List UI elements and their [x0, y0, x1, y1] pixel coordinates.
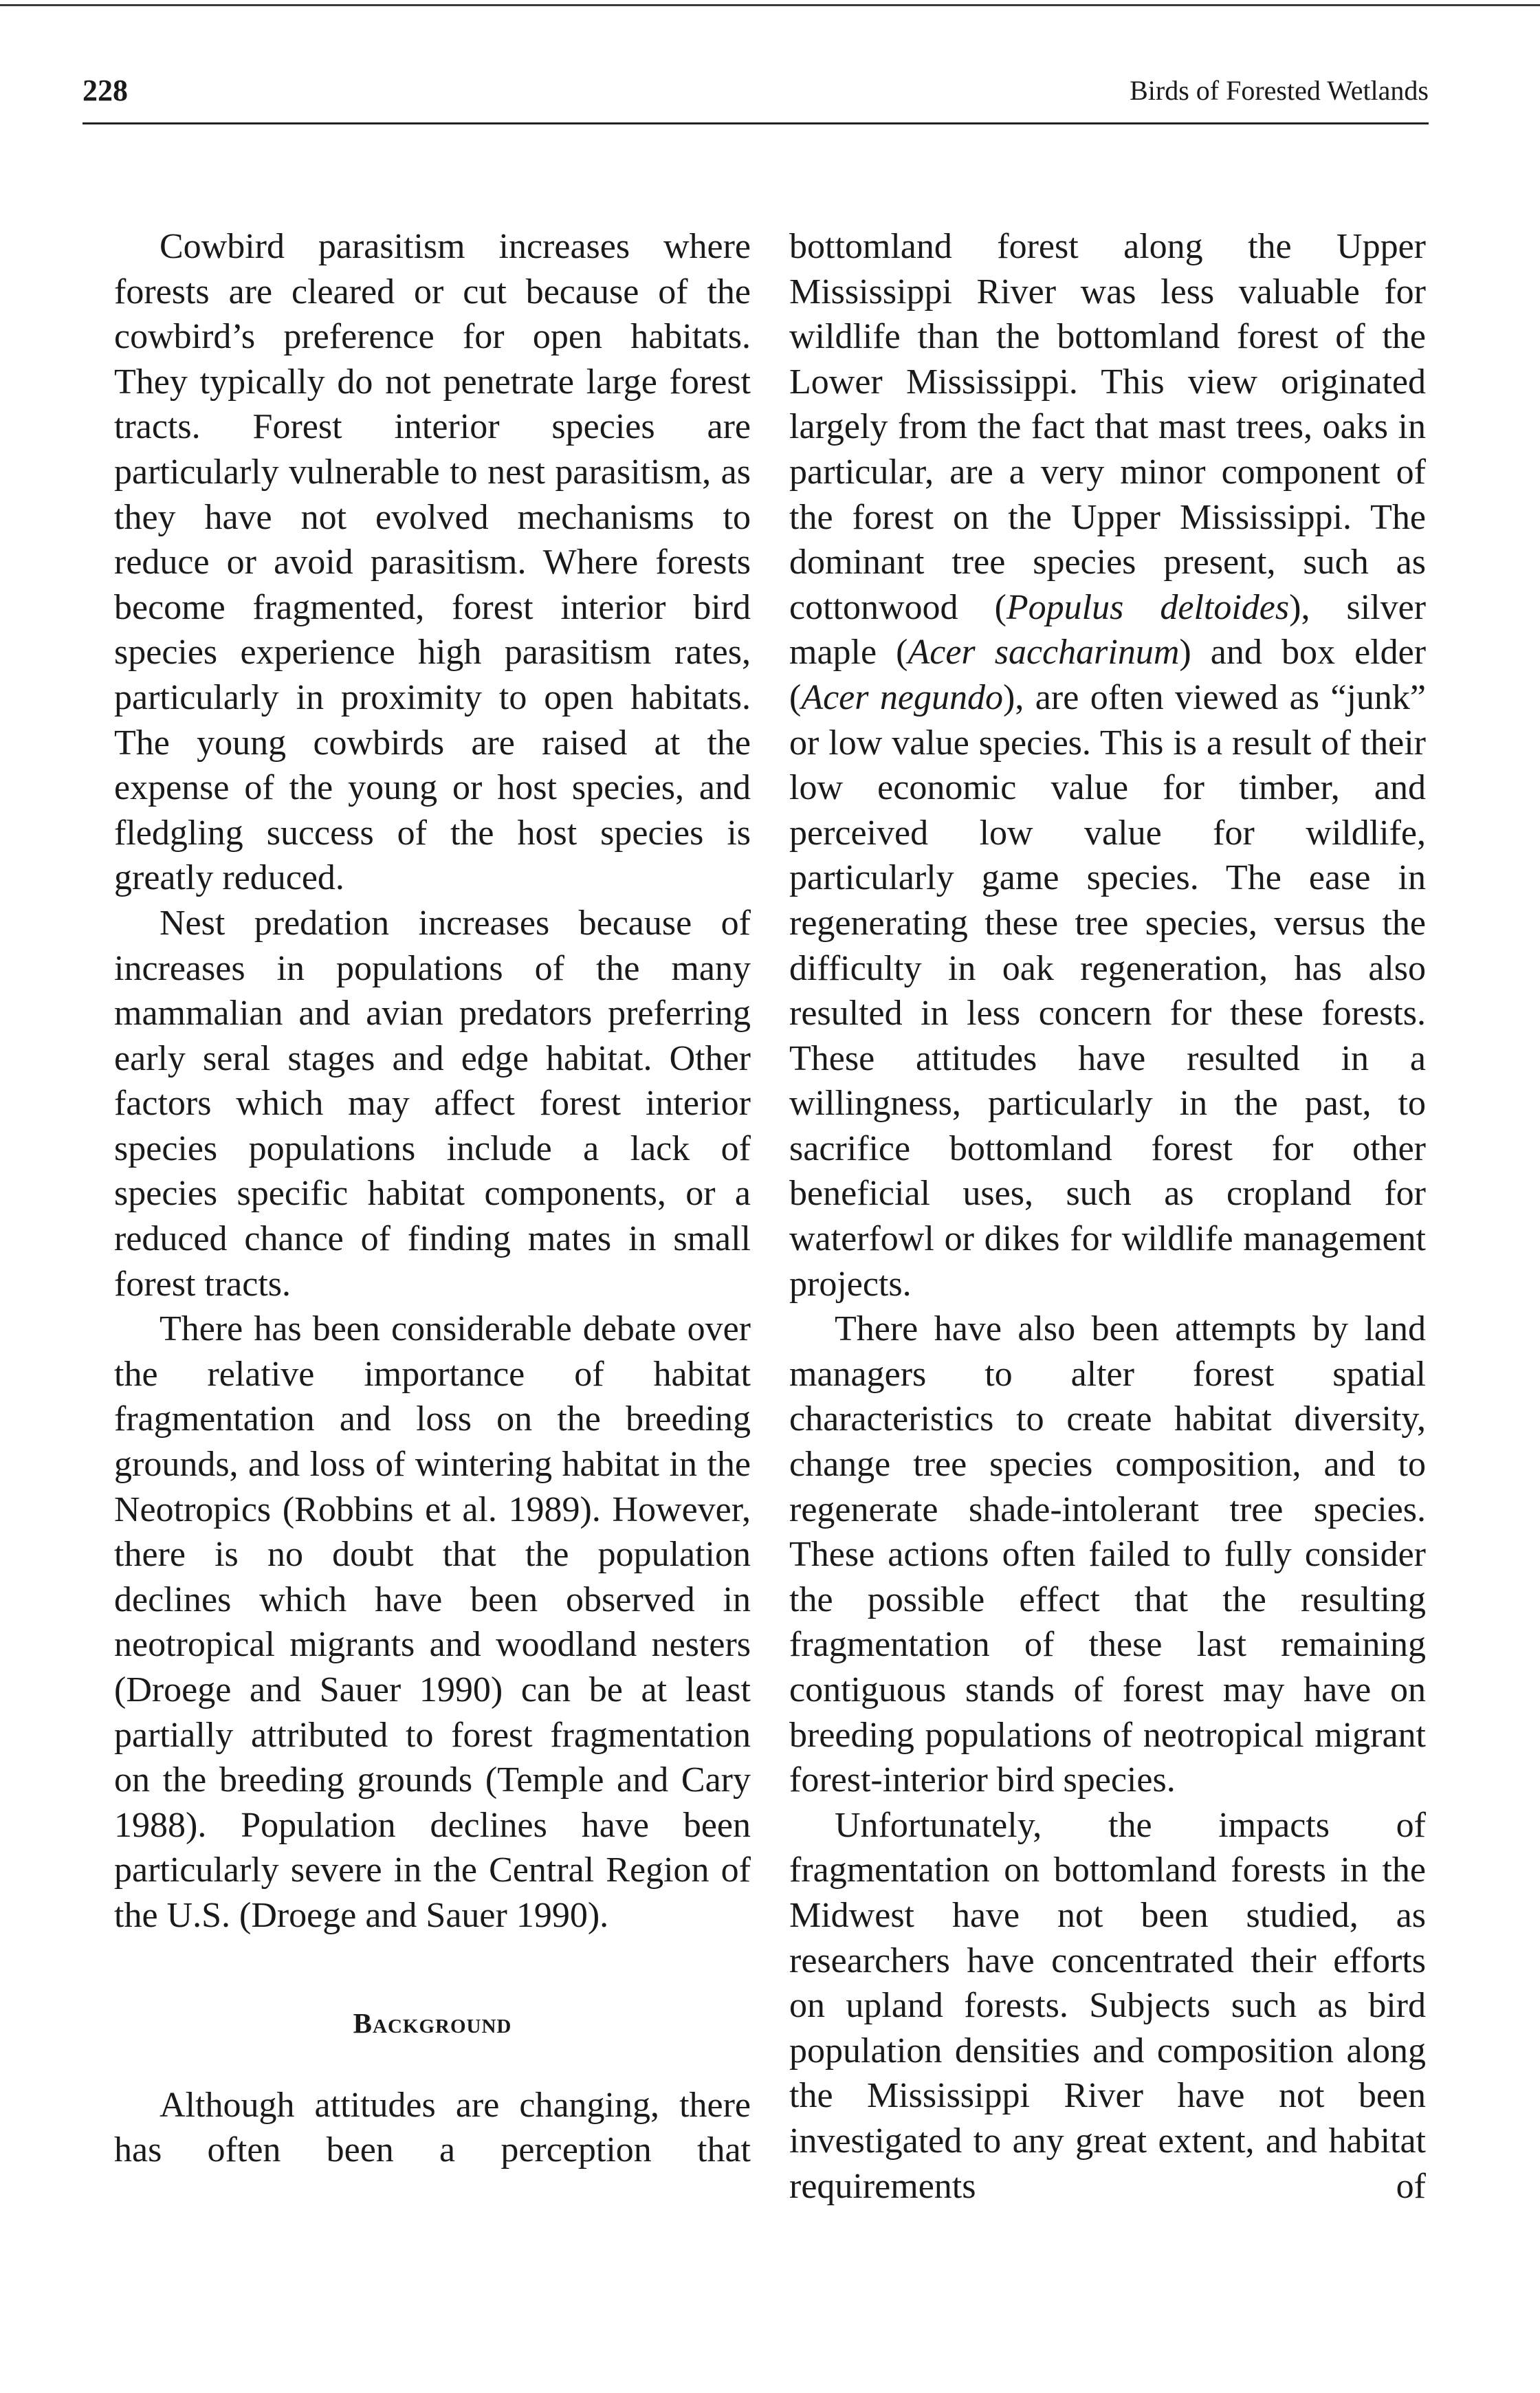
paragraph-land-managers: There have also been attempts by land managers to alter forest spatial characteristics to create habitat diversity, change tree species composition, and to regenerate shade-intolerant tree species. These actions often failed to fully consider the possible effect that the resulting fragmentation of these last remaining contiguous stands of forest may have on breeding populations of neotropical migrant forest-interior bird species.	[789, 1309, 1426, 1800]
species-name: Acer saccharinum	[908, 633, 1180, 673]
paragraph-attitudes: Although attitudes are changing, there has often been a perception that	[114, 2085, 751, 2170]
paragraph-fragmentation-impacts: Unfortunately, the impacts of fragmentation on bottomland forests in the Midwest have not been studied, as researchers have concentrated their efforts on upland forests. Subjects such as bird population densities and composition along the Mississippi River have not been investigated to any great extent, and habitat requirements of	[789, 1805, 1426, 2206]
left-column	[114, 224, 751, 2173]
header-rule	[82, 122, 1429, 124]
paragraph-debate: There has been considerable debate over the relative importance of habitat fragmentation and loss on the breeding grounds, and loss of wintering habitat in the Neotropics (Robbins et al. 1989). However, there is no doubt that the population declines which have been observed in neotropical migrants and woodland nesters (Droege and Sauer 1990) can be at least partially attributed to forest fragmentation on the breeding grounds (Temple and Cary 1988). Population declines have been particularly severe in the Central Region of the U.S. (Droege and Sauer 1990).	[114, 1309, 751, 1935]
right-column	[789, 224, 1426, 2209]
running-title: Birds of Forested Wetlands	[1130, 75, 1429, 106]
paragraph-upper-mississippi: bottomland forest along the Upper Mississippi River was less valuable for wildlife than the bottomland forest of the Lower Mississippi. This view originated largely from the fact that mast trees, oaks in particular, are a very minor component of the forest on the Upper Mississippi. The dominant tree species present, such as cottonwood (Populus deltoides), silver maple (Acer saccharinum) and box elder (Acer negundo), are often viewed as “junk” or low value species. This is a result of their low economic value for timber, and perceived low value for wildlife, particularly game species. The ease in regenerating these tree species, versus the difficulty in oak regeneration, has also resulted in less concern for these forests. These attitudes have resulted in a willingness, particularly in the past, to sacrifice bottomland forest for other beneficial uses, such as cropland for waterfowl or dikes for wildlife management projects.	[789, 227, 1427, 1304]
top-edge-rule	[0, 4, 1540, 6]
paragraph-nest-predation: Nest predation increases because of increases in populations of the many mammalian and avian predators preferring early seral stages and edge habitat. Other factors which may affect forest interior species populations include a lack of species specific habitat components, or a reduced chance of finding mates in small forest tracts.	[114, 903, 751, 1304]
section-heading-background: Background	[353, 2007, 512, 2039]
species-name: Populus deltoides	[1006, 587, 1290, 627]
page-header	[82, 69, 1429, 117]
species-name: Acer negundo	[801, 677, 1004, 717]
page-number: 228	[82, 74, 128, 107]
paragraph-cowbird-parasitism: Cowbird parasitism increases where forests are cleared or cut because of the cowbird’s preference for open habitats. They typically do not penetrate large forest tracts. Forest interior species are particularly vulnerable to nest parasitism, as they have not evolved mechanisms to reduce or avoid parasitism. Where forests become fragmented, forest interior bird species experience high parasitism rates, particularly in proximity to open habitats. The young cowbirds are raised at the expense of the young or host species, and fledgling success of the host species is greatly reduced.	[114, 227, 751, 898]
